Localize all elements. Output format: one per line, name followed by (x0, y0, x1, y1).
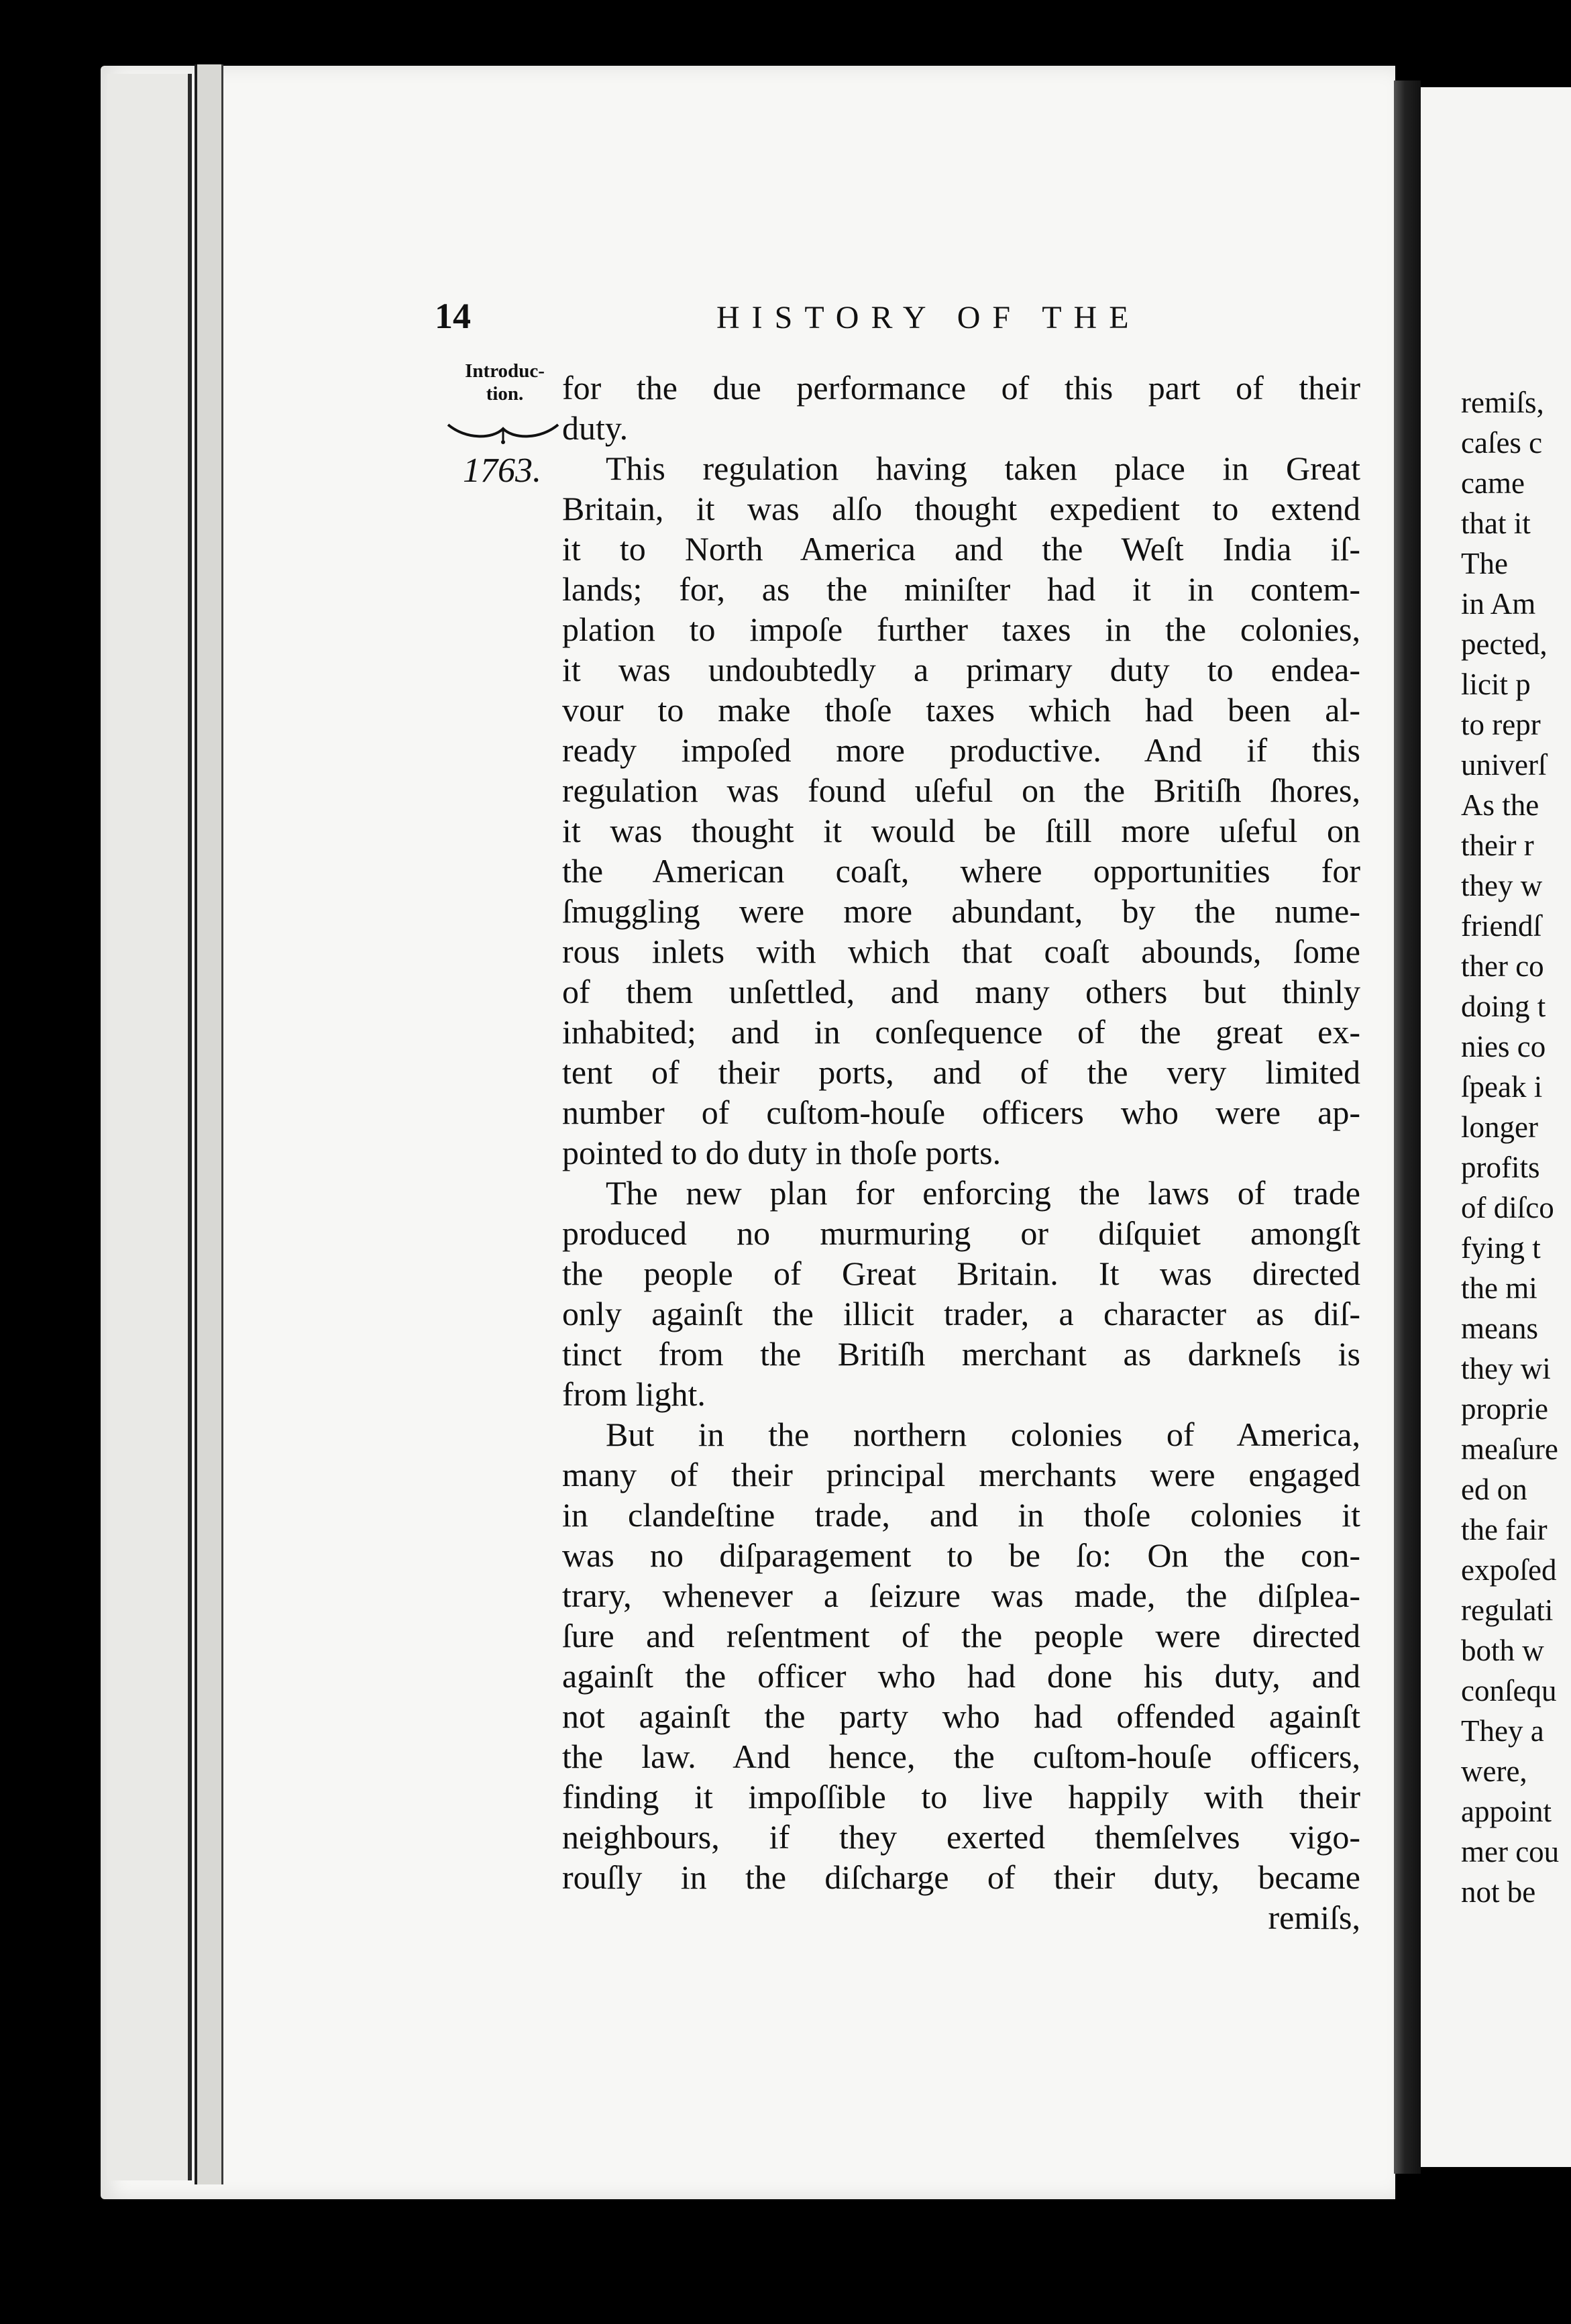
text-line: the law. And hence, the cuſtom-houſe officers, (562, 1738, 1360, 1775)
text-line: it to North America and the Weſt India iſ- (562, 530, 1360, 568)
facing-text-line: caſes c (1461, 426, 1543, 460)
facing-text-line: profits (1461, 1151, 1540, 1184)
text-line: Britain, it was alſo thought expedient to extend (562, 490, 1360, 527)
facing-text-line: their r (1461, 829, 1534, 862)
text-line: plation to impoſe further taxes in the colonies, (562, 611, 1360, 648)
text-line: lands; for, as the miniſter had it in contem- (562, 570, 1360, 608)
facing-page-text (1461, 382, 1559, 1912)
margin-note (446, 360, 563, 405)
facing-text-line: in Am (1461, 587, 1536, 621)
text-line: But in the northern colonies of America, (606, 1416, 1360, 1453)
text-line: ready impoſed more productive. And if this (562, 731, 1360, 769)
text-line: tent of their ports, and of the very limited (562, 1053, 1360, 1091)
margin-note-line: Introduc- (465, 360, 545, 382)
text-line: inhabited; and in conſequence of the great ex- (562, 1013, 1360, 1051)
facing-text-line: to repr (1461, 708, 1541, 741)
text-line: in clandeſtine trade, and in thoſe colonies it (562, 1496, 1360, 1534)
running-title: HISTORY OF THE (716, 300, 1141, 335)
text-line: againſt the officer who had done his duty, and (562, 1657, 1360, 1695)
text-line: rous inlets with which that coaſt abounds, ſome (562, 933, 1360, 970)
text-line: regulation was found uſeful on the Britiſh ſhores, (562, 772, 1360, 809)
brace-flourish-icon (445, 419, 561, 446)
facing-text-line: conſequ (1461, 1674, 1557, 1707)
text-line: produced no murmuring or diſquiet amongſt (562, 1214, 1360, 1252)
facing-text-line: They a (1461, 1714, 1544, 1748)
facing-text-line: The (1461, 547, 1508, 580)
facing-text-line: came (1461, 466, 1525, 500)
facing-text-line: ther co (1461, 949, 1544, 983)
facing-text-line: licit p (1461, 668, 1531, 701)
page-edge-strip (107, 74, 192, 2180)
facing-text-line: expoſed (1461, 1553, 1557, 1587)
facing-text-line: meaſure (1461, 1432, 1558, 1466)
facing-text-line: remiſs, (1461, 386, 1544, 419)
text-line: tinct from the Britiſh merchant as darkneſs is (562, 1335, 1360, 1373)
facing-text-line: of diſco (1461, 1191, 1554, 1224)
text-line: ſmuggling were more abundant, by the nume- (562, 892, 1360, 930)
facing-text-line: nies co (1461, 1030, 1546, 1063)
facing-text-line: As the (1461, 788, 1539, 822)
text-line: many of their principal merchants were engaged (562, 1456, 1360, 1493)
facing-text-line: fying t (1461, 1231, 1541, 1265)
text-line: from light. (562, 1375, 706, 1413)
text-line: neighbours, if they exerted themſelves vigo- (562, 1818, 1360, 1856)
text-line: number of cuſtom-houſe officers who were ap- (562, 1094, 1360, 1131)
facing-text-line: means (1461, 1312, 1538, 1345)
facing-text-line: appoint (1461, 1795, 1552, 1828)
facing-text-line: they wi (1461, 1352, 1551, 1385)
facing-text-line: doing t (1461, 990, 1546, 1023)
facing-text-line: regulati (1461, 1593, 1554, 1627)
text-line: This regulation having taken place in Great (606, 450, 1360, 487)
text-line: pointed to do duty in thoſe ports. (562, 1134, 1001, 1171)
text-line: remiſs, (1268, 1899, 1360, 1936)
facing-text-line: mer cou (1461, 1835, 1560, 1868)
text-line: duty. (562, 409, 629, 447)
book-gutter (1394, 81, 1421, 2174)
facing-text-line: were, (1461, 1754, 1527, 1788)
facing-text-line: not be (1461, 1875, 1536, 1909)
text-line: the American coaſt, where opportunities for (562, 852, 1360, 890)
text-line: finding it impoſſible to live happily with their (562, 1778, 1360, 1815)
text-line: it was thought it would be ſtill more uſeful on (562, 812, 1360, 849)
facing-text-line: the fair (1461, 1513, 1548, 1546)
body-text (562, 368, 1360, 1938)
facing-text-line: that it (1461, 507, 1531, 540)
text-line: ſure and reſentment of the people were directed (562, 1617, 1360, 1654)
text-line: for the due performance of this part of their (562, 369, 1360, 407)
facing-text-line: they w (1461, 869, 1543, 902)
facing-text-line: proprie (1461, 1392, 1548, 1426)
facing-page (1421, 87, 1571, 2167)
text-line: not againſt the party who had offended againſt (562, 1697, 1360, 1735)
text-line: only againſt the illicit trader, a character as diſ- (562, 1295, 1360, 1332)
text-line: was no diſparagement to be ſo: On the con- (562, 1536, 1360, 1574)
text-line: vour to make thoſe taxes which had been al- (562, 691, 1360, 729)
facing-text-line: longer (1461, 1110, 1538, 1144)
facing-text-line: ſpeak i (1461, 1070, 1543, 1104)
facing-text-line: friendſ (1461, 909, 1541, 943)
facing-text-line: univerſ (1461, 748, 1547, 782)
page-edge-strip-inner (195, 64, 223, 2184)
text-line: The new plan for enforcing the laws of trade (606, 1174, 1360, 1212)
margin-note-line: tion. (486, 383, 524, 405)
facing-text-line: ed on (1461, 1473, 1527, 1506)
text-line: trary, whenever a ſeizure was made, the diſplea- (562, 1577, 1360, 1614)
facing-text-line: pected, (1461, 627, 1548, 661)
text-line: of them unſettled, and many others but thinly (562, 973, 1360, 1010)
text-line: the people of Great Britain. It was directed (562, 1255, 1360, 1292)
facing-text-line: the mi (1461, 1271, 1537, 1305)
facing-text-line: both w (1461, 1634, 1544, 1667)
margin-year: 1763. (463, 452, 541, 490)
running-header (435, 295, 1360, 349)
page-number: 14 (435, 296, 471, 336)
text-line: it was undoubtedly a primary duty to endea- (562, 651, 1360, 688)
text-line: rouſly in the diſcharge of their duty, became (562, 1858, 1360, 1896)
